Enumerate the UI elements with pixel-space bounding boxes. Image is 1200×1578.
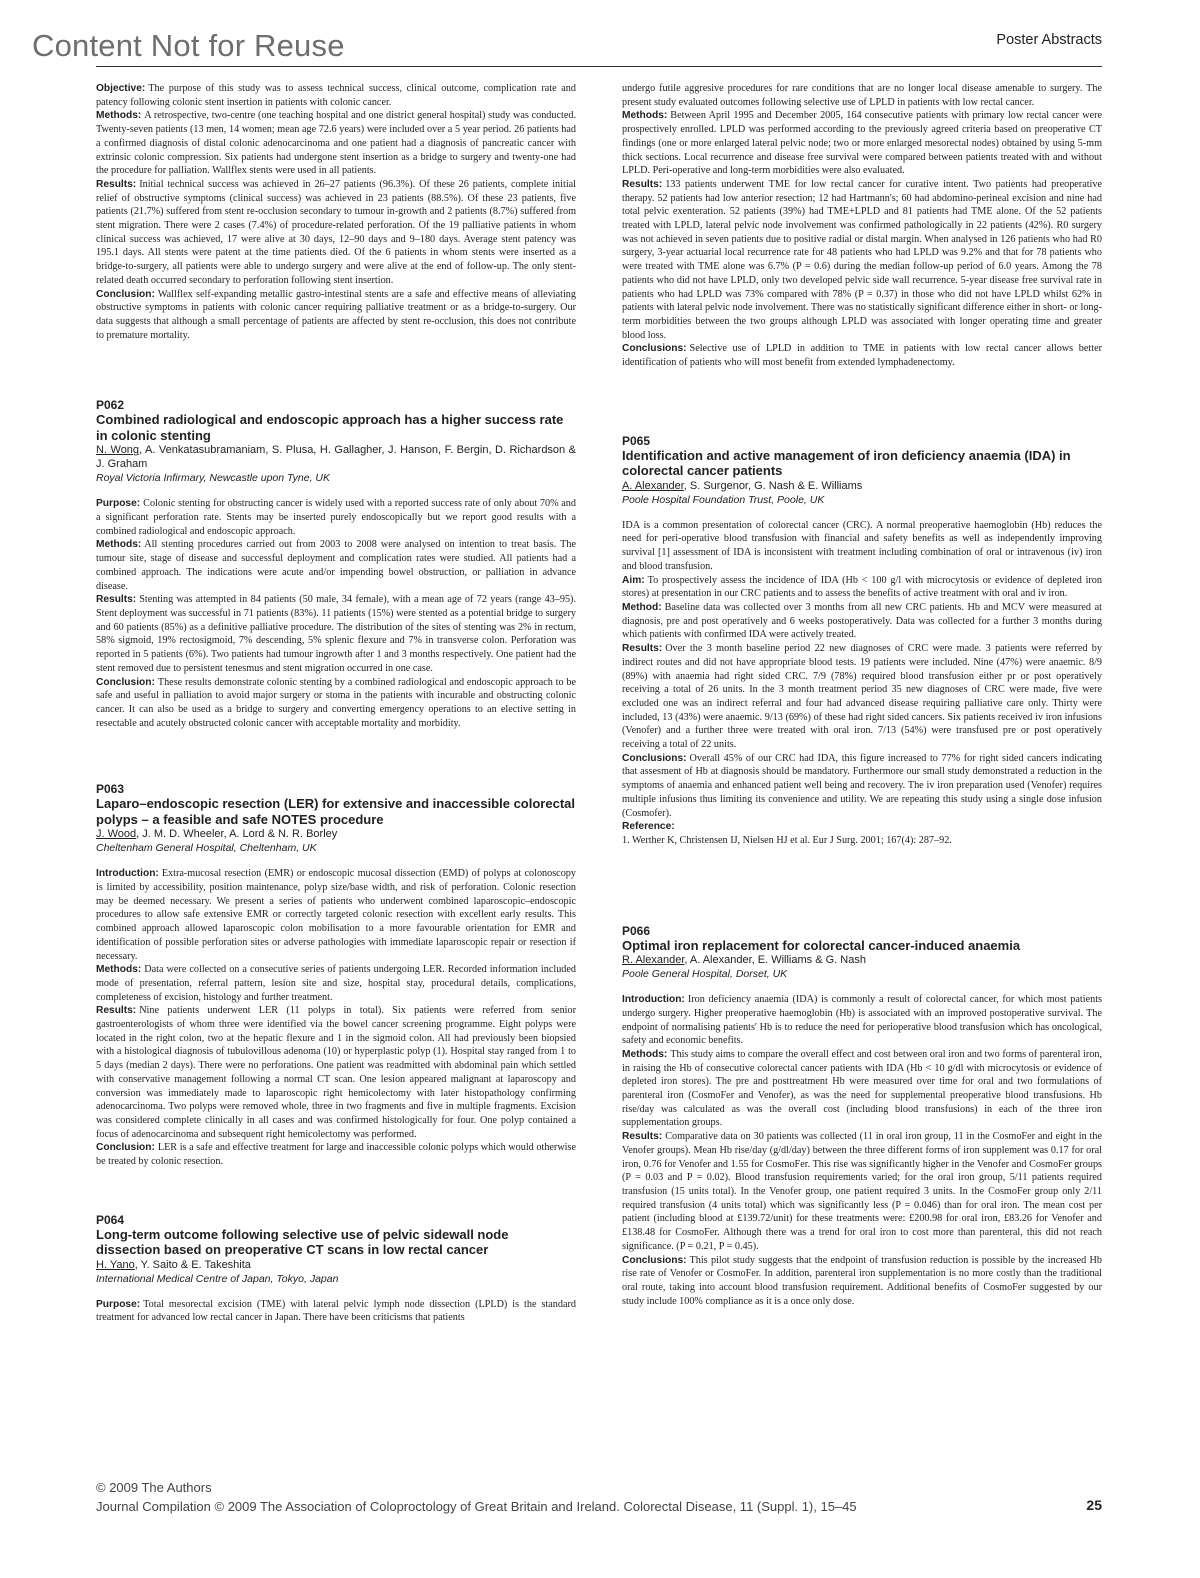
paragraph-text: All stenting procedures carried out from 2003 to 2008 were analysed on intention to treat basis. The tumour site, stage of disease and successful deployment and complication rates were studied. All patients had a combined approach. The indications were acute and/or impending bowel obstruction, or palliation in advance disease. [96,539,576,592]
paragraph-text: Nine patients underwent LER (11 polyps in total). Six patients were referred from senior gastroenterologists of whom three were identified via the bowel cancer screening programme. Eight polyps were located in the right colon, two at the hepatic flexure and 1 in the sigmoid colon. All had previously been biopsied with a histological diagnosis of tubulovillous adenoma (10) or hyperplastic polyp (1). Hospital stay ranged from 1 to 5 days (median 2 days). There were no perforations. One patient was readmitted with abdominal pain which settled with conservative management following a normal CT scan. One lesion appeared malignant at laparoscopy and conversion was immediately made to laparoscopic right hemicolectomy with later histopathology confirming adenocarcinoma. Two polyps were removed whole, three in two fragments and five in multiple fragments. Excision was considered complete clinically in all cases and was confirmed histologically for four. One polyp contained a focus of adenocarcinoma and subsequent right hemicolectomy was performed. [96,1005,576,1140]
continued-paragraph: undergo futile aggresive procedures for rare conditions that are no longer local disease amenable to surgery. The present study evaluated outcomes following selective use of LPLD in patients with low rectal cancer. [622,83,1102,108]
paragraph-text: The purpose of this study was to assess technical success, clinical outcome, complication rate and patency following colonic stent insertion in patients with colonic cancer. [96,83,576,108]
purpose-paragraph [96,1298,576,1325]
section-label: Results: [622,1131,663,1143]
methods-paragraph [96,109,576,178]
reference-heading [622,820,1102,834]
abstract-affiliation: Royal Victoria Infirmary, Newcastle upon Tyne, UK [96,472,331,485]
abstract-p061-continued [96,82,576,342]
paragraph-text: These results demonstrate colonic stenting by a combined radiological and endoscopic approach to be safe and useful in palliation to avoid major surgery or stoma in the patients with incurable and obstructing colonic cancer. It can also be used as a bridge to surgery and converting emergency operations to an elective setting in resectable and acutely obstructed colonic cancer with acceptable mortality and morbidity. [96,676,576,729]
copyright-line: © 2009 The Authors [96,1480,212,1495]
section-label: Objective: [96,83,146,94]
conclusions-paragraph [622,342,1102,369]
section-label: Methods: [96,110,142,122]
abstract-title: Long-term outcome following selective use of pelvic sidewall node dissection based on preoperative CT scans in low rectal cancer [96,1226,509,1258]
section-label: Aim: [622,574,645,586]
section-label: Introduction: [96,868,159,880]
page-footer [96,1478,1102,1516]
section-label: Conclusion: [96,1142,155,1154]
journal-line: Journal Compilation © 2009 The Association of Coloproctology of Great Britain and Ireland. Colorectal Disease, 11 (Suppl. 1), 15–45 [96,1499,857,1514]
presenting-author: H. Yano [96,1258,135,1271]
section-label: Conclusions: [622,1254,687,1266]
section-label: Purpose: [96,1298,141,1310]
paragraph-text: Over the 3 month baseline period 22 new diagnoses of CRC were made. 3 patients were referred by indirect routes and did not have appropriate blood tests. 19 patients were included. Nine (47%) were anaemic. 8/9 (89%) with anaemia had right sided CRC. 7/9 (78%) required blood transfusion either pr or post operatively receiving a total of 26 units. In the 3 month treatment period 35 new diagnoses of CRC were made, five were excluded one was an indirect referral and four had advanced disease requiring palliative care only. Thirty were included, 13 (43%) were anaemic. 9/13 (69%) of these had right sided cancers. Six patients received iv iron infusions (Venofer) and a further three were treated with oral iron. 7/13 (54%) were transfused pre or post operatively receiving a total of 22 units. [622,643,1102,751]
co-authors: , S. Surgenor, G. Nash & E. Williams [683,479,863,492]
abstract-title: Optimal iron replacement for colorectal cancer-induced anaemia [622,937,1021,953]
watermark-text: Content Not for Reuse [32,28,345,63]
section-label: Results: [96,178,137,190]
section-label: Method: [622,601,662,613]
section-label: Reference: [622,821,675,833]
abstract-p062 [96,398,576,730]
results-paragraph [622,178,1102,342]
section-label: Results: [622,178,663,190]
paragraph-text: This study aims to compare the overall effect and cost between oral iron and two forms of parenteral iron, in raising the Hb of consecutive colorectal cancer patients with IDA (Hb < 10 g/dl with microcytosis or evidence of depleted iron stores). The pre and posttreatment Hb were measured over time for oral and two formulations of parenteral iron (CosmoFer and Venofer), as was the need for supplemental preoperative blood transfusions. Hb rise/day was calculated as was the overall cost (including blood transfusions) in each of the three iron supplementation groups. [622,1048,1102,1129]
abstract-title: Laparo–endoscopic resection (LER) for extensive and inaccessible colorectal polyps – a feasible and safe NOTES procedure [96,796,575,827]
paragraph-text: 133 patients underwent TME for low rectal cancer for curative intent. Two patients had preoperative therapy. 52 patients had low anterior resection; 12 had Hartmann's; 60 had abdomino-perineal excision and nine had total pelvic exenteration. 52 patients (39%) had TME+LPLD and 81 patients had TME alone. Of the 52 patients treated with LPLD, lateral pelvic node involvement was confirmed pathologically in 22 patients (42%). R0 surgery was not achieved in seven patients due to positive radial or distal margin. When analysed in 126 patients who had R0 surgery, 3-year actuarial local recurrence rate for 48 patients who had LPLD was 9.2% and that for 78 patients who were treated with TME alone was 6.7% (P = 0.6) during the median follow-up period of 6.0 years. Among the 78 patients who did not have LPLD, only two developed pelvic side wall recurrence. 5-year disease free survival rate in patients who had LPLD was 73% compared with 78% (P = 0.37) in those who did not have LPLD whilst 62% in patients with lateral pelvic node involvement. There was no statistically significant difference either in short- or long-term morbidities between the two groups although LPLD was associated with longer operating time and greater blood loss. [622,178,1102,341]
abstract-title: Identification and active management of iron deficiency anaemia (IDA) in colorectal cancer patients [622,447,1071,479]
abstract-p066 [622,924,1102,1309]
section-label: Introduction: [622,994,685,1006]
aim-paragraph [622,574,1102,601]
abstract-affiliation: Cheltenham General Hospital, Cheltenham, UK [96,842,317,855]
paragraph-text: Comparative data on 30 patients was collected (11 in oral iron group, 11 in the CosmoFer and eight in the Venofer groups). Mean Hb rise/day (g/dl/day) between the three different forms of iron supplement was 0.17 for oral iron, 0.76 for Venofer and 1.55 for CosmoFer. This rise was significantly higher in the Venofer and CosmoFer groups (P = 0.03 and P = 0.02). Blood transfusion requirements varied; for the oral iron group, 5/11 patients required transfusion (15 units total). In the Venofer group, one patient required 3 units. In the CosmoFer group only 2/11 required transfusion (4 units total) which was significantly less (P = 0.046) than for oral iron. The mean cost per patient (including blood at £139.72/unit) for these treatments were: £200.98 for oral iron, £83.26 for Venofer and £138.48 for CosmoFer. Although there was a trend for oral iron to cost more than parenteral, this did not reach significance. (P = 0.21, P = 0.45). [622,1131,1102,1252]
conclusions-paragraph [622,752,1102,821]
results-paragraph [622,642,1102,752]
abstract-authors [96,443,576,471]
methods-paragraph [96,538,576,593]
paragraph-text: Between April 1995 and December 2005, 164 consecutive patients with primary low rectal cancer were prospectively enrolled. LPLD was performed according to the previously agreed criteria based on preoperative CT findings (one or more enlarged lateral pelvic node; two or more enlarged mesorectal nodes) obtained by using 5-mm thick sections. Local recurrence and disease free survival were compared between patients treated with and without LPLD. Peri-operative and long-term morbidities were also evaluated. [622,110,1102,177]
conclusion-paragraph [96,676,576,731]
presenting-author: J. Wood [96,828,137,841]
methods-paragraph [622,1048,1102,1130]
section-label: Results: [96,594,137,606]
co-authors: , A. Venkatasubramaniam, S. Plusa, H. Gallagher, J. Hanson, F. Bergin, D. Richardson & J. Graham [96,444,577,471]
abstract-id: P063 [96,782,125,797]
abstract-p064 [96,1213,576,1325]
purpose-paragraph [96,497,576,538]
section-label: Results: [622,643,663,655]
abstract-id: P062 [96,398,125,413]
section-label: Conclusion: [96,676,155,688]
paragraph-text: Wallflex self-expanding metallic gastro-intestinal stents are a safe and effective means of alleviating obstructive symptoms in patients with colonic cancer requiring palliative treatment or as a bridge-to-surgery. Our data suggests that although a small percentage of patients are affected by stent re-occlusion, this does not contribute to premature mortality. [96,288,576,341]
presenting-author: A. Alexander [622,479,684,492]
paragraph-text: Overall 45% of our CRC had IDA, this figure increased to 77% for right sided cancers indicating that assesment of Hb at diagnosis should be mandatory. Furthermore our small study demonstrated a reduction in the symptoms of anaemia and enhanced patient well being and recovery. The iv iron preparation used (Venofer) requires multiple infusions thus limiting its convenience and utility. We are repeating this study using a single dose infusion (Cosmofer). [622,752,1102,819]
section-label: Conclusions: [622,343,687,355]
paragraph-text: Colonic stenting for obstructing cancer is widely used with a reported success rate of only about 70% and a significant perforation rate. Stents may be inserted purely endoscopically but we report good results with a combined radiological and endoscopic approach. [96,498,576,537]
co-authors: , A. Alexander, E. Williams & G. Nash [684,954,866,967]
paragraph-text: Selective use of LPLD in addition to TME in patients with low rectal cancer allows better identification of patients who will most benefit from extended lymphadenectomy. [622,343,1102,369]
abstract-authors [96,827,576,841]
introduction-paragraph [96,867,576,963]
section-label: Conclusion: [96,288,155,300]
paragraph-text: Stenting was attempted in 84 patients (50 male, 34 female), with a mean age of 72 years (range 43–95). Stent deployment was successful in 71 patients (83%). 11 patients (15%) were stented as a potential bridge to surgery and 60 patients (85%) as a definitive palliative procedure. The distribution of the sites of stenting was 2% in rectum, 58% sigmoid, 19% rectosigmoid, 7% descending, 5% splenic flexure and 7% in transverse colon. Perforation was reported in 5 patients (6%). Two patients had tumour ingrowth after 1 and 3 months respectively. One patient had the stent removed due to persistent tenesmus and stent migration occurred in one case. [96,594,576,674]
conclusion-paragraph [96,288,576,343]
abstract-affiliation: International Medical Centre of Japan, Tokyo, Japan [96,1272,339,1285]
reference-item: 1. Werther K, Christensen IJ, Nielsen HJ et al. Eur J Surg. 2001; 167(4): 287–92. [622,834,952,846]
paragraph-text: Initial technical success was achieved in 26–27 patients (96.3%). Of these 26 patients, complete initial relief of obstructive symptoms (clinical success) was achieved in 23 patients (88.5%). Of these 23 patients, five patients (21.7%) suffered from stent re-occlusion secondary to tumour in-growth and 2 patients (8.7%) suffered from stent migration. There were 2 cases (7.4%) of procedure-related perforation. Of the 19 palliative patients in whom clinical success was achieved, 17 were alive at 30 days, 12–90 days and 9–180 days. Average stent patency was 195.1 days. All stents were patent at the time patients died. Of the 6 patients in whom stents were inserted as a bridge-to-surgery, all patients were able to undergo surgery and were alive at the end of follow-up. The only stent-related death occurred secondary to perforation following stent insertion. [96,178,576,286]
abstract-p064-continued [622,82,1102,370]
co-authors: , J. M. D. Wheeler, A. Lord & N. R. Borley [136,828,338,841]
paragraph-text: Iron deficiency anaemia (IDA) is commonly a result of colorectal cancer, for which most patients undergo surgery. Higher preoperative haemoglobin (Hb) is associated with an improved postoperative survival. The endpoint of normalising patients' Hb is to reduce the need for perioperative blood transfusion which has oncological, safety and economic benefits. [622,994,1102,1047]
conclusion-paragraph [96,1141,576,1168]
paragraph-text: Total mesorectal excision (TME) with lateral pelvic lymph node dissection (LPLD) is the standard treatment for advanced low rectal cancer in Japan. There have been criticisms that patients [96,1298,576,1324]
results-paragraph [96,1004,576,1141]
section-label: Conclusions: [622,752,687,764]
abstract-authors [622,953,1102,967]
section-label: Methods: [96,539,142,551]
methods-paragraph [96,963,576,1004]
abstract-title: Combined radiological and endoscopic approach has a higher success rate in colonic stenting [96,412,564,443]
paragraph-text: Data were collected on a consecutive series of patients undergoing LER. Recorded information included mode of presentation, referral pattern, lesion site and size, hospital stay, procedural details, complications, completeness of excision, histology and further treatment. [96,964,576,1003]
section-label: Results: [96,1005,137,1017]
abstract-id: P065 [622,433,651,448]
results-paragraph [622,1130,1102,1253]
paragraph-text: LER is a safe and effective treatment for large and inaccessible colonic polyps which would otherwise be treated by colonic resection. [96,1142,576,1168]
conclusions-paragraph [622,1254,1102,1309]
paragraph-text: Extra-mucosal resection (EMR) or endoscopic mucosal dissection (EMD) of polyps at colonoscopy is limited by accessibility, position maintenance, polyp size/base width, and risk of perforation. Colonic resection may be deemed necessary. We present a series of patients who underwent combined laparoscopic–endoscopic procedures to allow safe extensive EMR or correctly targeted colonic resection with excellent early results. This combined approach allowed laparoscopic colon mobilisation to a more favourable orientation for EMR and identification of possible perforation sites or adverse pathologies with immediate laparoscopic repair or resection if necessary. [96,868,576,962]
paragraph-text: A retrospective, two-centre (one teaching hospital and one district general hospital) study was conducted. Twenty-seven patients (13 men, 14 women; mean age 72.6 years) were included over a 5 year period. 26 patients had a confirmed diagnosis of distal colonic adenocarcinoma and one patient had a diagnosis of pancreatic cancer with extrinsic colonic compression. Six patients had undergone stent insertion as a bridge to surgery and twenty-one had the procedure for palliation. Wallflex stents were used in all patients. [96,110,576,177]
abstract-p063 [96,782,576,1168]
section-header: Poster Abstracts [996,32,1102,48]
section-label: Methods: [622,110,668,122]
results-paragraph [96,178,576,288]
right-column [622,82,1102,1308]
paragraph-text: To prospectively assess the incidence of IDA (Hb < 100 g/l with microcytosis or evidence of depleted iron stores) at presentation in our CRC patients and to assess the benefits of active treatment with oral and iv iron. [622,574,1102,600]
left-column [96,82,576,1325]
section-label: Purpose: [96,498,141,510]
abstract-affiliation: Poole General Hospital, Dorset, UK [622,968,788,981]
abstract-authors [622,479,1102,493]
section-label: Methods: [622,1048,668,1060]
page-number: 25 [1086,1497,1102,1513]
presenting-author: R. Alexander [622,954,685,967]
presenting-author: N. Wong [96,444,140,457]
paragraph-text: Baseline data was collected over 3 months from all new CRC patients. Hb and MCV were measured at diagnosis, pre and post operatively and 6 weeks postoperatively. Data was collected for a further 3 months during which patients with confirmed IDA were actively treated. [622,601,1102,641]
abstract-id: P064 [96,1212,125,1227]
abstract-p065 [622,434,1102,848]
objective-paragraph [96,82,576,109]
methods-paragraph [622,109,1102,178]
abstract-id: P066 [622,923,651,938]
results-paragraph [96,593,576,675]
intro-paragraph: IDA is a common presentation of colorectal cancer (CRC). A normal preoperative haemoglobin (Hb) reduces the need for peri-operative blood transfusion with financial and safety benefits as well as independently improving survival [1] assessment of IDA is inconsistent with treatment including combination of oral or intravenous (iv) iron and blood transfusion. [622,519,1102,572]
paragraph-text: This pilot study suggests that the endpoint of transfusion reduction is possible by the increased Hb rise rate of Venofer or CosmoFer. In addition, parenteral iron supplementation is no more costly than the traditional oral route, taking into account blood transfusion requirement. Additional benefits of CosmoFer suggested by our study include 100% compliance as it is a once only dose. [622,1254,1102,1307]
header-rule [96,66,1102,67]
co-authors: , Y. Saito & E. Takeshita [134,1258,251,1271]
method-paragraph [622,601,1102,642]
abstract-authors [96,1258,576,1272]
abstract-affiliation: Poole Hospital Foundation Trust, Poole, UK [622,493,825,506]
introduction-paragraph [622,993,1102,1048]
section-label: Methods: [96,964,142,976]
